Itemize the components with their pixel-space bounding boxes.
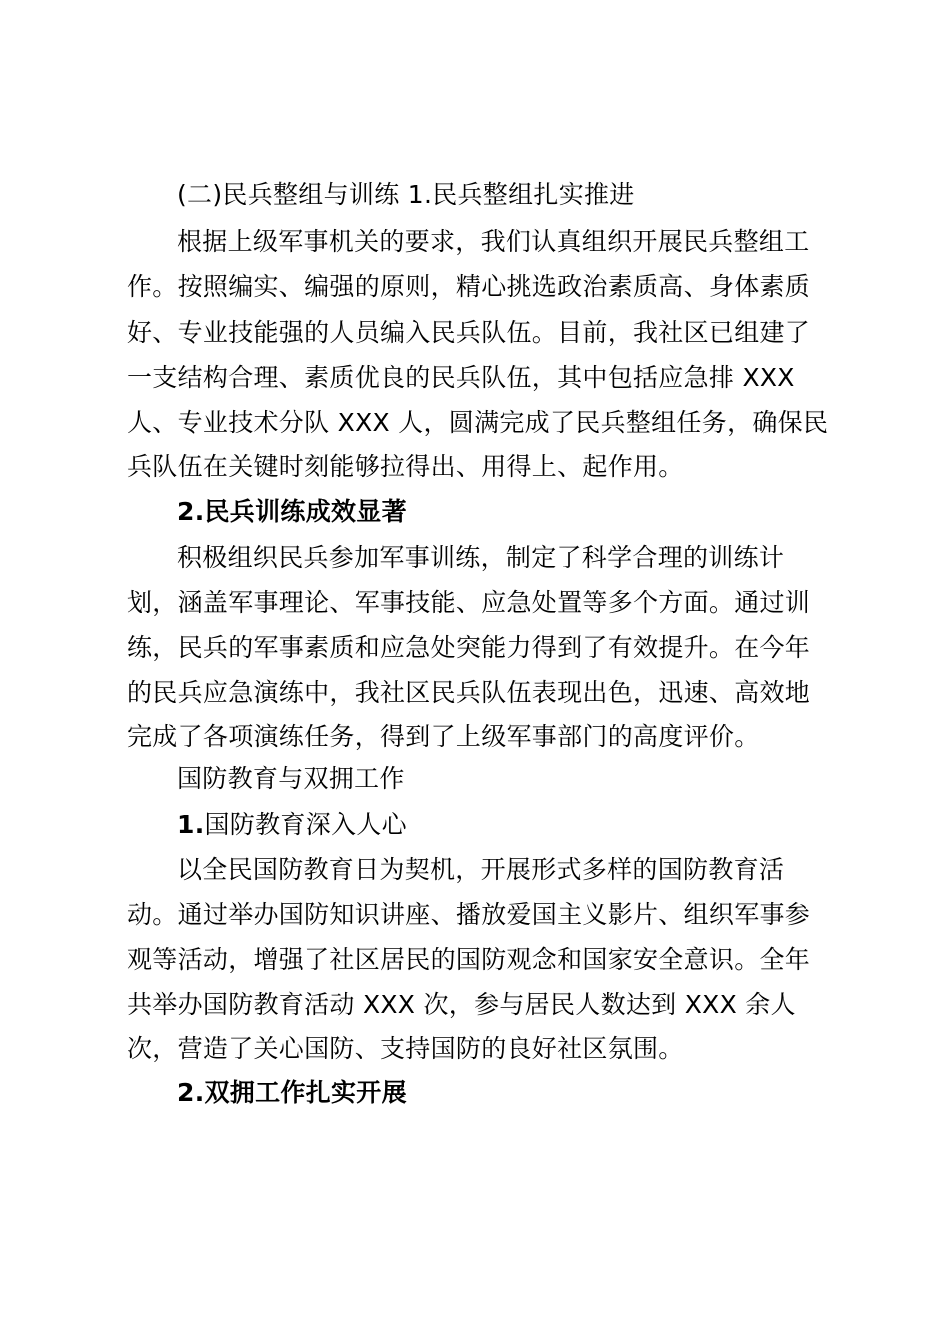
paragraph-line: 积极组织民兵参加军事训练，制定了科学合理的训练计	[177, 543, 785, 572]
paragraph-line: 兵队伍在关键时刻能够拉得出、用得上、起作用。	[127, 452, 684, 481]
subheading-text: 国防教育深入人心	[204, 810, 407, 839]
paragraph-line: 的民兵应急演练中，我社区民兵队伍表现出色，迅速、高效地	[127, 678, 811, 707]
subheading-militia-training: 2.民兵训练成效显著	[177, 497, 407, 526]
paragraph-line: 完成了各项演练任务，得到了上级军事部门的高度评价。	[127, 722, 760, 751]
paragraph-line: 人、专业技术分队 XXX 人，圆满完成了民兵整组任务，确保民	[127, 408, 829, 437]
subheading-double-support: 2.双拥工作扎实开展	[177, 1078, 407, 1107]
paragraph-line: 划，涵盖军事理论、军事技能、应急处置等多个方面。通过训	[127, 588, 811, 617]
paragraph-line: 练，民兵的军事素质和应急处突能力得到了有效提升。在今年	[127, 633, 811, 662]
section-heading-defense: 国防教育与双拥工作	[177, 764, 405, 793]
section-heading-militia: (二)民兵整组与训练 1.民兵整组扎实推进	[177, 180, 635, 209]
paragraph-line: 次，营造了关心国防、支持国防的良好社区氛围。	[127, 1034, 684, 1063]
paragraph-line: 共举办国防教育活动 XXX 次，参与居民人数达到 XXX 余人	[127, 990, 796, 1019]
paragraph-line: 观等活动，增强了社区居民的国防观念和国家安全意识。全年	[127, 945, 811, 974]
paragraph-line: 根据上级军事机关的要求，我们认真组织开展民兵整组工	[177, 227, 810, 256]
subheading-number: 1.	[177, 810, 205, 839]
subheading-defense-education	[177, 810, 887, 840]
paragraph-line: 好、专业技能强的人员编入民兵队伍。目前，我社区已组建了	[127, 318, 811, 347]
paragraph-line: 一支结构合理、素质优良的民兵队伍，其中包括应急排 XXX	[127, 363, 795, 392]
paragraph-line: 以全民国防教育日为契机，开展形式多样的国防教育活	[177, 855, 785, 884]
paragraph-line: 作。按照编实、编强的原则，精心挑选政治素质高、身体素质	[127, 272, 811, 301]
paragraph-line: 动。通过举办国防知识讲座、播放爱国主义影片、组织军事参	[127, 900, 811, 929]
